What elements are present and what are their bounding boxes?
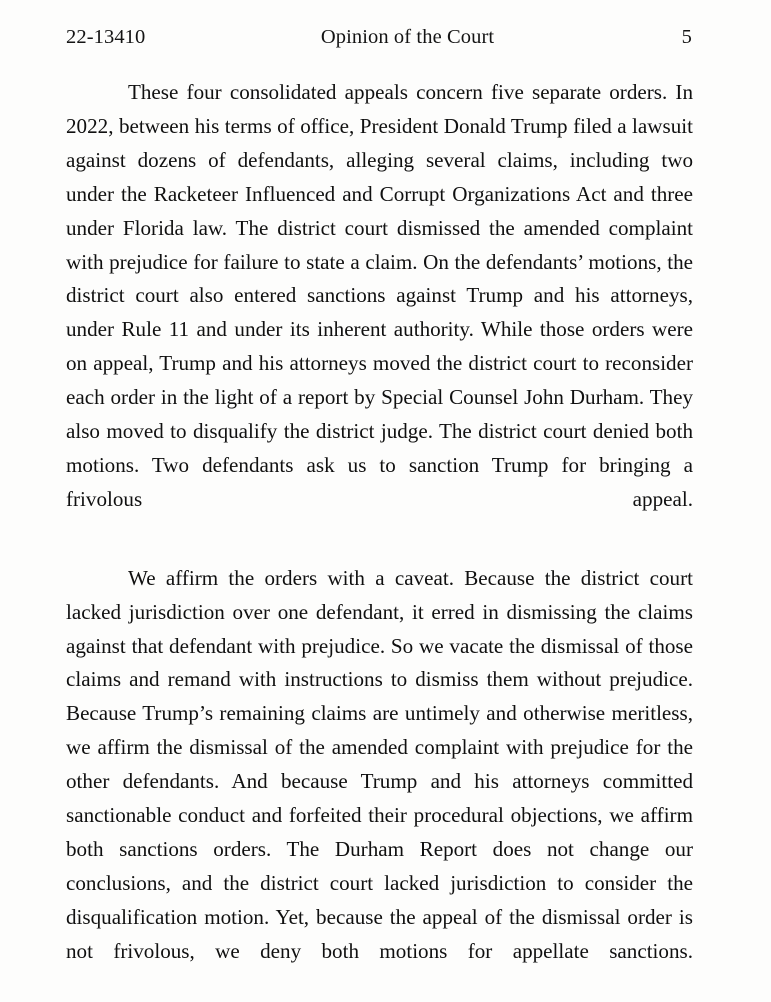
header-page-number: 5 bbox=[681, 26, 692, 48]
running-header bbox=[66, 22, 692, 52]
opinion-paragraph-2: We affirm the orders with a caveat. Because the district court lacked jurisdiction over one defendant, it erred in dismissing the claims against that defendant with prejudice. So we vacate the dismissal of those claims and remand with instructions to dismiss them without prejudice. Because Trump’s remaining claims are untimely and otherwise meritless, we affirm the dismissal of the amended complaint with prejudice for the other defendants. And because Trump and his attorneys committed sanctionable conduct and forfeited their procedural objections, we affirm both sanctions orders. The Durham Report does not change our conclusions, and the district court lacked jurisdiction to consider the disqualification motion. Yet, because the appeal of the dismissal order is not frivolous, we deny both motions for appellate sanctions. bbox=[66, 565, 693, 963]
header-docket-number: 22-13410 bbox=[66, 26, 146, 48]
opinion-body bbox=[66, 76, 693, 1002]
opinion-paragraph-1: These four consolidated appeals concern five separate orders. In 2022, between his terms of office, President Donald Trump filed a lawsuit against dozens of defendants, alleging several claims, including two under the Racketeer Influenced and Corrupt Organizations Act and three under Florida law. The district court dismissed the amended complaint with prejudice for failure to state a claim. On the defendants’ motions, the district court also entered sanctions against Trump and his attorneys, under Rule 11 and under its inherent authority. While those orders were on appeal, Trump and his attorneys moved the district court to reconsider each order in the light of a report by Special Counsel John Durham. They also moved to disqualify the district judge. The district court denied both motions. Two defendants ask us to sanction Trump for bringing a frivolous appeal. bbox=[66, 80, 693, 511]
header-title: Opinion of the Court bbox=[320, 26, 495, 48]
